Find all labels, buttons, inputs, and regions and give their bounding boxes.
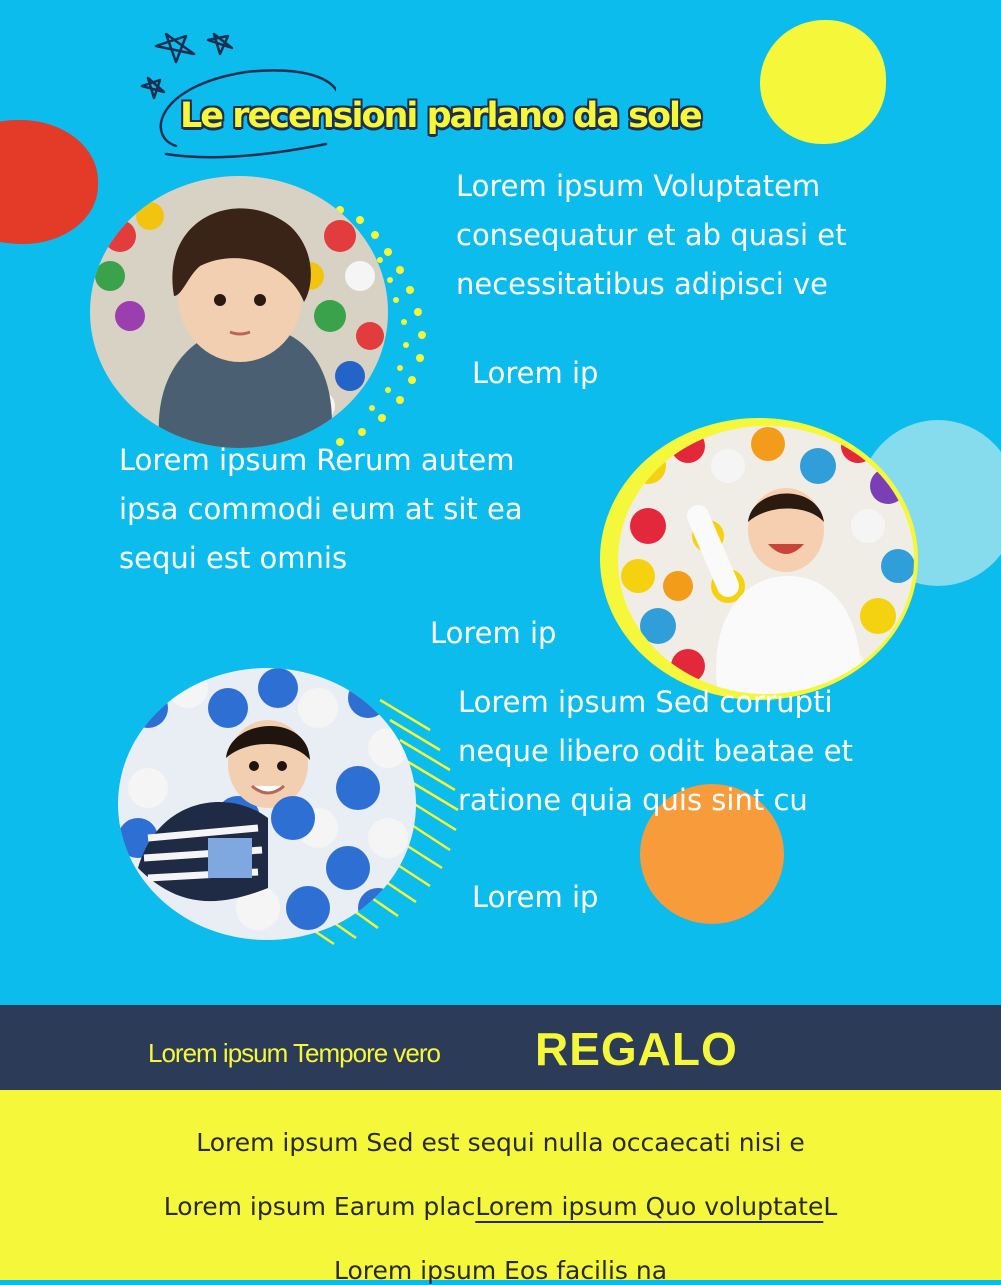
review-3-text: Lorem ipsum Sed corrupti neque libero odit beatae et ratione quia quis sint cu bbox=[458, 685, 853, 817]
toddler-photo-icon bbox=[90, 176, 388, 448]
footer-section bbox=[0, 1090, 1001, 1285]
banner-text: Lorem ipsum Tempore vero bbox=[148, 1038, 440, 1068]
review-3-author: Lorem ip bbox=[472, 880, 599, 914]
footer-line-2-prefix: Lorem ipsum Earum plac bbox=[163, 1192, 476, 1221]
review-1-photo bbox=[90, 176, 388, 448]
footer-line-3-link[interactable]: Lorem ipsum Eos facilis na bbox=[333, 1256, 668, 1285]
laughing-baby-photo-icon bbox=[618, 426, 914, 694]
boy-in-balls-photo-icon bbox=[118, 668, 416, 940]
red-blob-decoration bbox=[0, 120, 98, 244]
gift-heading: REGALO bbox=[535, 1023, 738, 1075]
review-1-author: Lorem ip bbox=[472, 356, 599, 390]
review-2-photo bbox=[618, 426, 914, 694]
page-title: Le recensioni parlano da sole bbox=[180, 96, 701, 136]
footer-line-2-suffix: L bbox=[823, 1192, 838, 1221]
footer-line-3 bbox=[0, 1256, 1001, 1285]
footer-link[interactable]: Lorem ipsum Quo voluptate bbox=[475, 1192, 824, 1221]
review-3-photo bbox=[118, 668, 416, 940]
review-2-author: Lorem ip bbox=[430, 616, 557, 650]
footer-line-1: Lorem ipsum Sed est sequi nulla occaecati nisi e bbox=[196, 1128, 805, 1157]
review-2-text: Lorem ipsum Rerum autem ipsa commodi eum at sit ea sequi est omnis bbox=[119, 443, 523, 575]
footer-line-2 bbox=[0, 1192, 1001, 1221]
review-1-text: Lorem ipsum Voluptatem consequatur et ab quasi et necessitatibus adipisci ve bbox=[456, 169, 847, 301]
